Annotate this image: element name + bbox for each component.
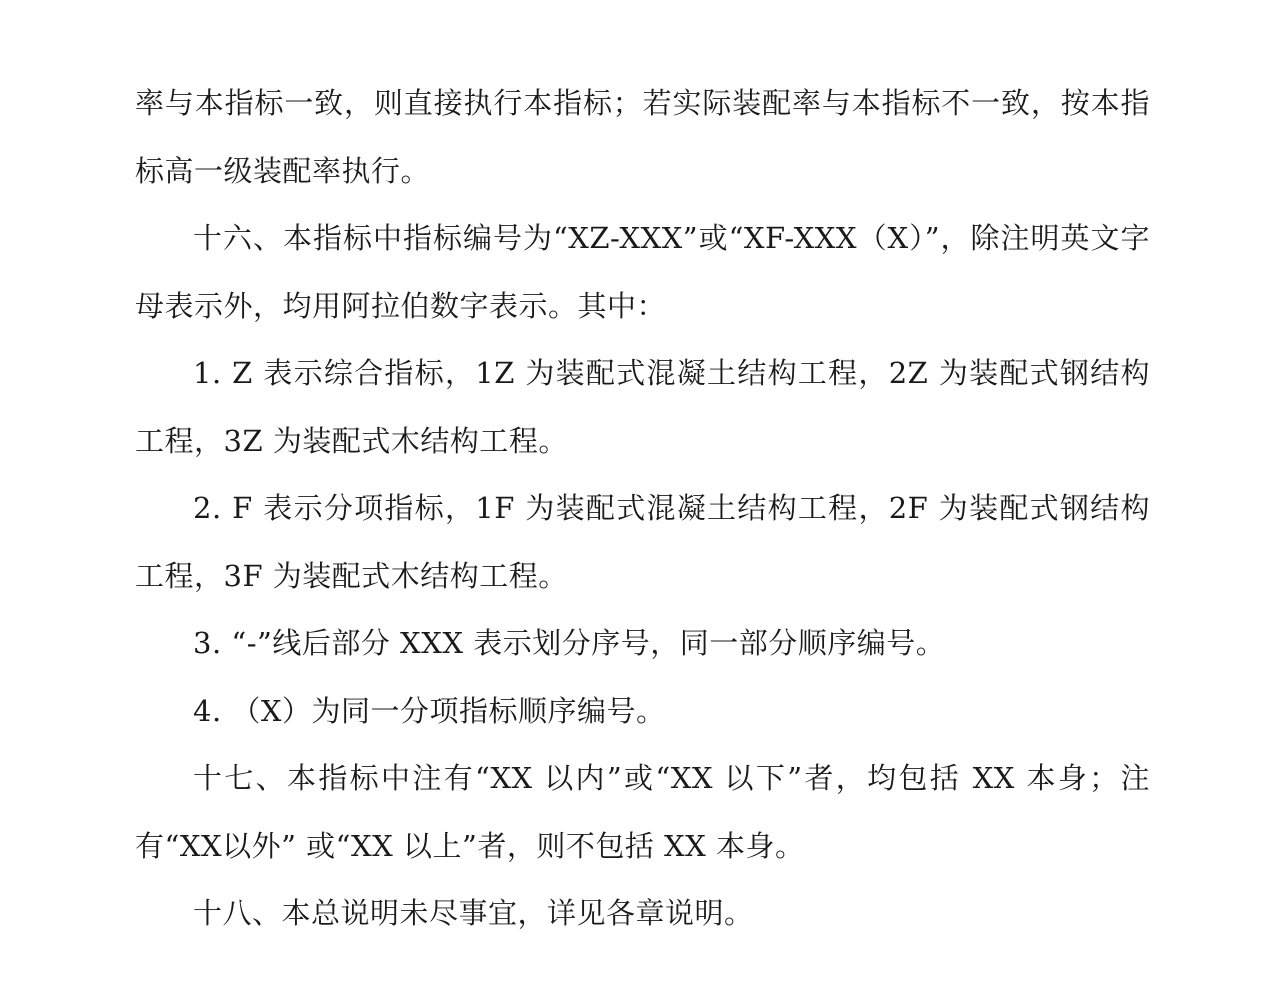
paragraph-continuation: 率与本指标一致，则直接执行本指标；若实际装配率与本指标不一致，按本指标高一级装配率执行。 [135,86,1150,188]
paragraph-subitem-2: 2. F 表示分项指标，1F 为装配式混凝土结构工程，2F 为装配式钢结构工程，3F 为装配式木结构工程。 [135,491,1150,593]
paragraph-subitem-3: 3. “-”线后部分 XXX 表示划分序号，同一部分顺序编号。 [193,626,946,660]
paragraph-subitem-1: 1. Z 表示综合指标，1Z 为装配式混凝土结构工程，2Z 为装配式钢结构工程，3Z 为装配式木结构工程。 [135,356,1150,458]
document-page [135,70,1150,948]
paragraph-item-16: 十六、本指标中指标编号为“XZ-XXX”或“XF-XXX（X）”，除注明英文字母表示外，均用阿拉伯数字表示。其中： [135,221,1150,323]
paragraph-subitem-4: 4. （X）为同一分项指标顺序编号。 [193,693,666,728]
paragraph-item-17: 十七、本指标中注有“XX 以内”或“XX 以下”者，均包括 XX 本身；注有“XX以外” 或“XX 以上”者，则不包括 XX 本身。 [135,761,1150,863]
paragraph-item-18: 十八、本总说明未尽事宜，详见各章说明。 [193,896,754,930]
